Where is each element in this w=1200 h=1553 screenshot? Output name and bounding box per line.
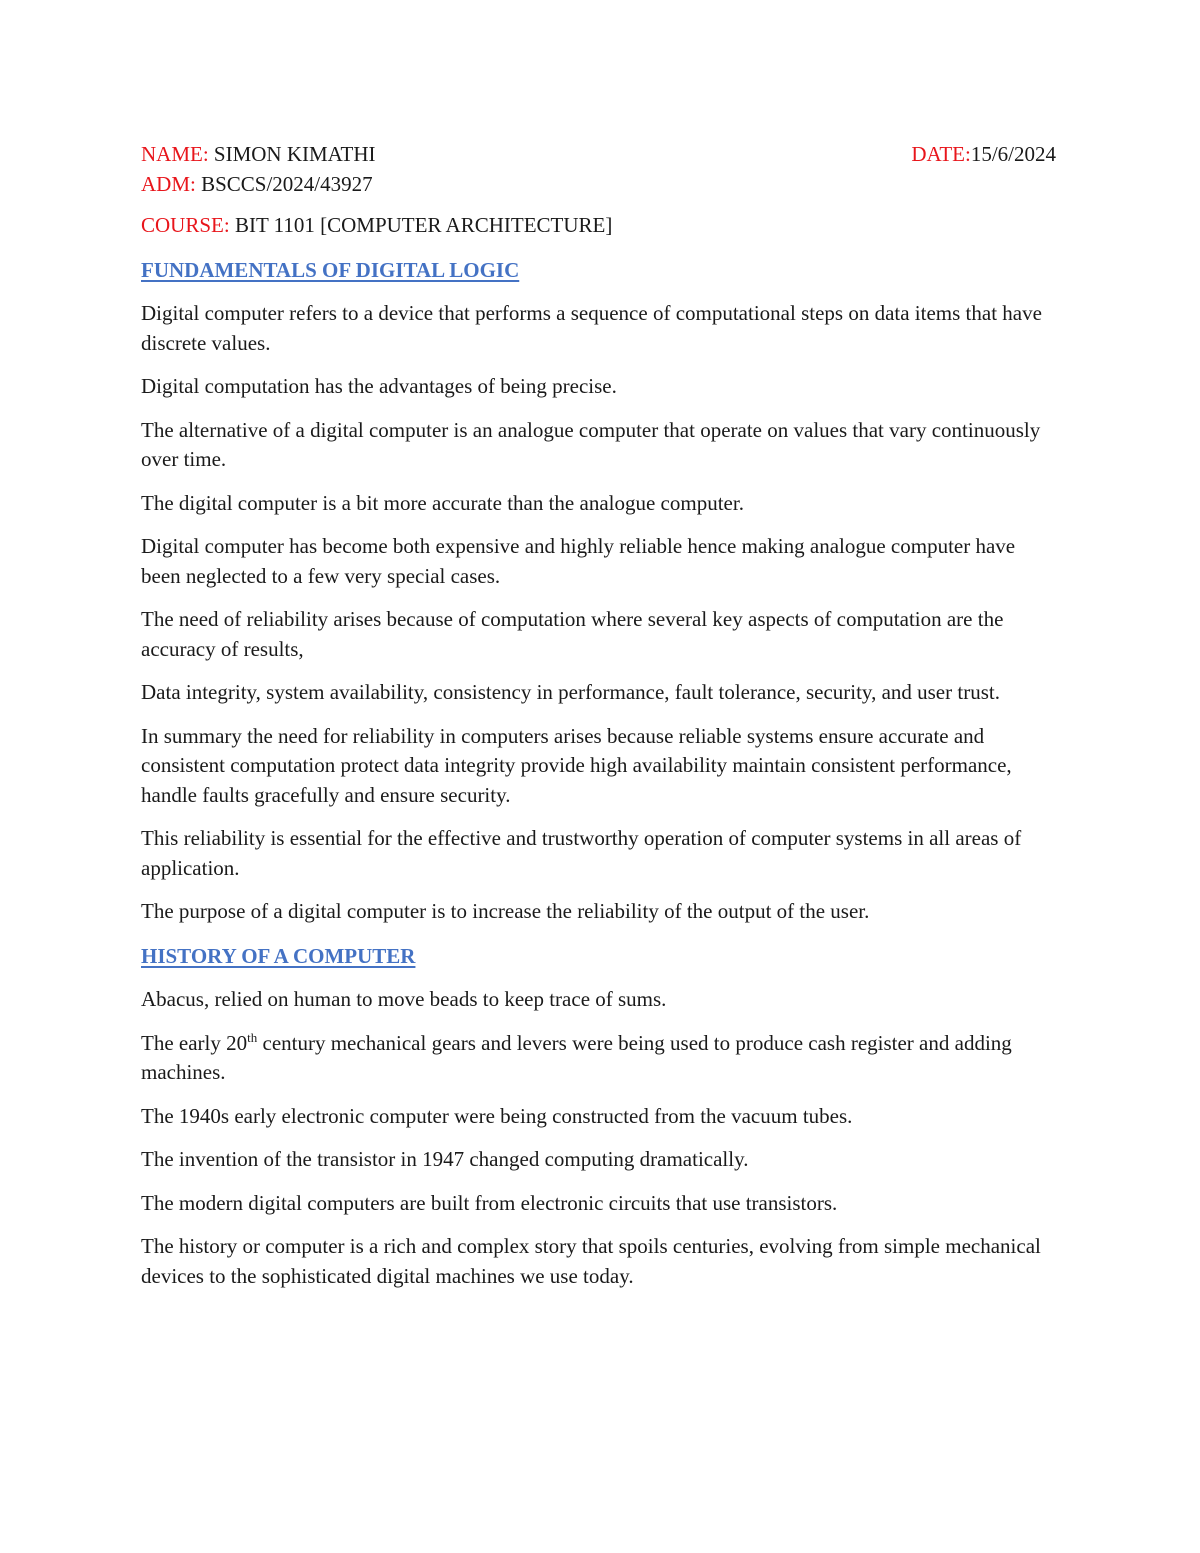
adm-value: BSCCS/2024/43927: [195, 171, 373, 196]
paragraph: The purpose of a digital computer is to increase the reliability of the output of the user.: [141, 899, 870, 923]
paragraph: The 1940s early electronic computer were being constructed from the vacuum tubes.: [141, 1103, 853, 1128]
paragraph: Data integrity, system availability, consistency in performance, fault tolerance, security, and user trust.: [141, 680, 1000, 704]
paragraph: Digital computer has become both expensive and highly reliable hence making analogue computer have been neglected to a few very special cases.: [141, 534, 1016, 588]
paragraph: In summary the need for reliability in computers arises because reliable systems ensure accurate and consistent computation protect data integrity provide high availability maintain consistent performance, handle faults gracefully and ensure security.: [141, 723, 1012, 807]
text-run: century mechanical gears and levers were being used to produce cash register and adding machines.: [141, 1030, 1012, 1084]
text-run: The early 20: [141, 1030, 248, 1055]
adm-line: [141, 170, 1056, 200]
section-heading-digital-logic: FUNDAMENTALS OF DIGITAL LOGIC: [141, 257, 520, 282]
ordinal-superscript: th: [247, 1029, 258, 1045]
paragraph: Abacus, relied on human to move beads to keep trace of sums.: [141, 987, 667, 1011]
paragraph: The invention of the transistor in 1947 changed computing dramatically.: [141, 1147, 749, 1171]
name-value: SIMON KIMATHI: [208, 142, 376, 166]
section-heading-history: HISTORY OF A COMPUTER: [141, 943, 416, 968]
paragraph: The history or computer is a rich and complex story that spoils centuries, evolving from simple mechanical devices to the sophisticated digital machines we use today.: [141, 1234, 1041, 1288]
paragraph-with-superscript: [141, 1029, 1056, 1088]
name-date-line: [141, 140, 1056, 170]
paragraph: The need of reliability arises because of computation where several key aspects of computation are the accuracy of results,: [141, 607, 1004, 661]
date-label: DATE:: [911, 142, 971, 166]
adm-label: ADM:: [141, 171, 196, 196]
date: [911, 140, 1056, 170]
paragraph: Digital computer refers to a device that performs a sequence of computational steps on data items that have discrete values.: [141, 301, 1042, 355]
name-label: NAME:: [141, 142, 209, 166]
paragraph: The modern digital computers are built from electronic circuits that use transistors.: [141, 1190, 838, 1215]
course-label: COURSE:: [141, 213, 230, 237]
date-value: 15/6/2024: [970, 142, 1056, 166]
paragraph: The alternative of a digital computer is an analogue computer that operate on values that vary continuously over time.: [141, 417, 1041, 471]
paragraph: The digital computer is a bit more accurate than the analogue computer.: [141, 490, 744, 515]
course-line: [141, 211, 1056, 241]
paragraph: Digital computation has the advantages of being precise.: [141, 374, 617, 398]
paragraph: This reliability is essential for the effective and trustworthy operation of computer systems in all areas of application.: [141, 826, 1022, 880]
student-name: [141, 140, 376, 170]
course-value: BIT 1101 [COMPUTER ARCHITECTURE]: [229, 213, 613, 237]
document-page: [141, 140, 1056, 1291]
